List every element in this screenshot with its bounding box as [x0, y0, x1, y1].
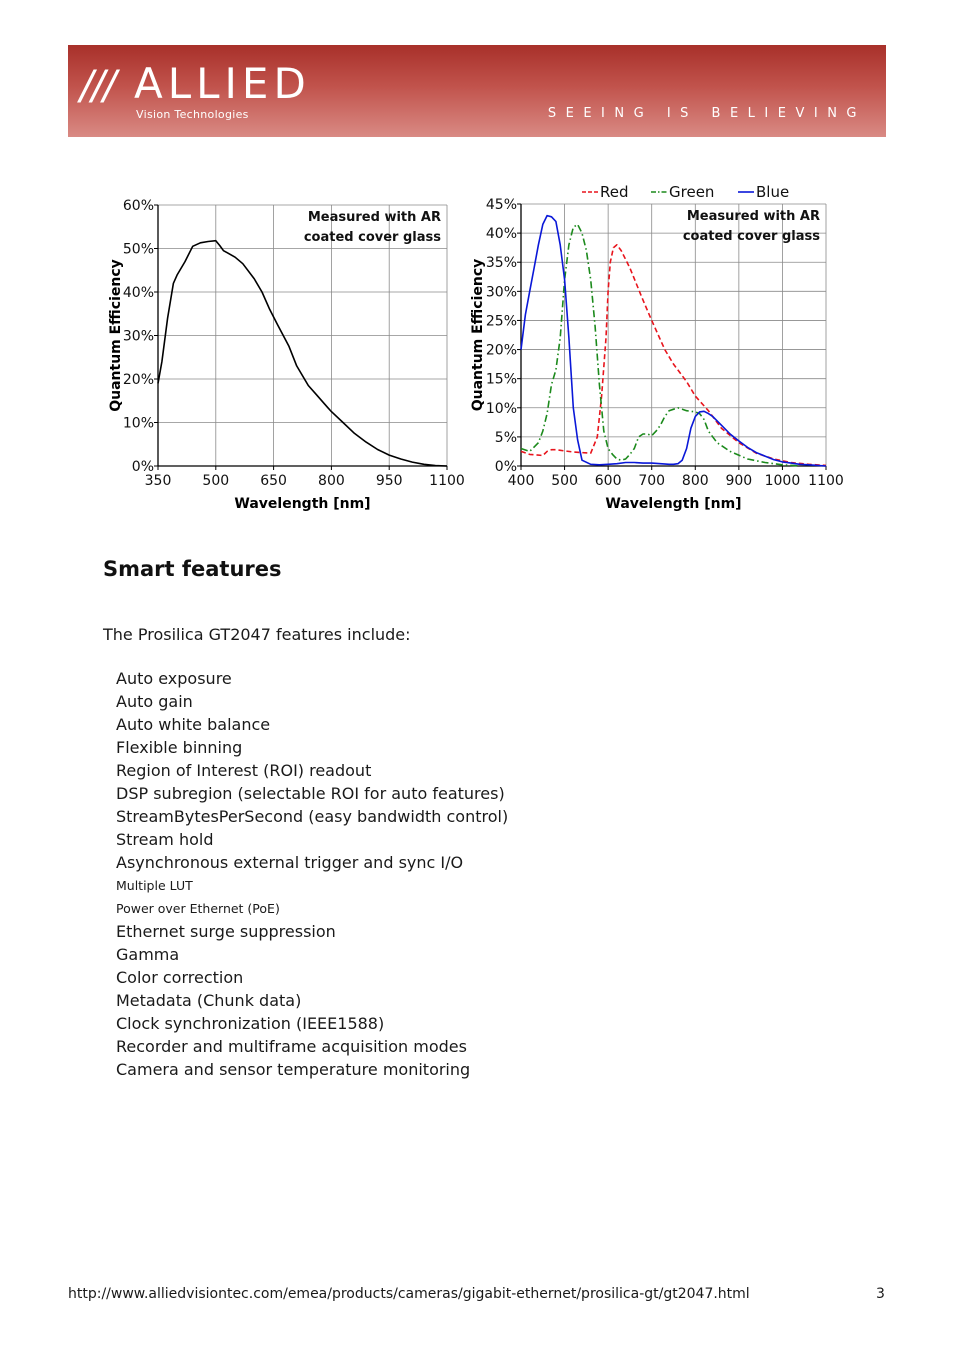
- chart-series: [521, 216, 826, 466]
- x-tick-label: 950: [375, 473, 403, 489]
- chart-y-axis-label: Quantum Efficiency: [108, 259, 124, 412]
- page-number: 3: [876, 1286, 885, 1302]
- chart-x-axis-label: Wavelength [nm]: [234, 496, 371, 512]
- x-tick-label: 700: [638, 473, 666, 489]
- feature-item: Flexible binning: [116, 738, 243, 757]
- y-tick-label: 45%: [485, 197, 517, 213]
- x-tick-label: 1100: [429, 473, 465, 489]
- legend-label-green: Green: [669, 183, 715, 201]
- y-tick-label: 10%: [122, 415, 154, 432]
- feature-list: [116, 667, 508, 1081]
- x-tick-label: 400: [507, 473, 535, 489]
- x-tick-label: 500: [202, 473, 230, 489]
- legend-label-red: Red: [600, 183, 629, 201]
- feature-item: Auto exposure: [116, 669, 232, 688]
- annotation-line: coated cover glass: [682, 229, 820, 244]
- chart-annotation: [304, 210, 441, 245]
- x-tick-label: 800: [681, 473, 709, 489]
- y-tick-label: 30%: [122, 328, 154, 345]
- feature-item: Asynchronous external trigger and sync I/O: [116, 853, 464, 872]
- quantum-efficiency-chart-mono: [100, 190, 470, 520]
- x-tick-label: 900: [725, 473, 753, 489]
- y-tick-label: 15%: [485, 371, 517, 388]
- annotation-line: coated cover glass: [303, 230, 441, 245]
- x-tick-label: 350: [144, 473, 172, 489]
- feature-item: Multiple LUT: [116, 878, 193, 893]
- y-tick-label: 25%: [485, 313, 517, 330]
- x-tick-label: 1000: [764, 473, 801, 489]
- logo-slashes: ///: [80, 63, 115, 109]
- quantum-efficiency-chart-color: [462, 180, 850, 520]
- y-tick-label: 0%: [131, 459, 154, 475]
- feature-item: Gamma: [116, 945, 180, 964]
- feature-item: Region of Interest (ROI) readout: [116, 761, 372, 780]
- feature-item: Power over Ethernet (PoE): [116, 901, 280, 916]
- logo-name: ALLIED: [134, 59, 311, 108]
- x-tick-label: 1100: [808, 473, 844, 489]
- intro-text: The Prosilica GT2047 features include:: [103, 625, 411, 644]
- y-tick-label: 30%: [485, 284, 517, 301]
- annotation-line: Measured with AR: [307, 210, 441, 225]
- series-line-qe: [158, 241, 447, 466]
- feature-item: Clock synchronization (IEEE1588): [116, 1014, 385, 1033]
- x-tick-label: 800: [318, 473, 345, 489]
- annotation-line: Measured with AR: [686, 209, 820, 224]
- y-tick-label: 20%: [485, 342, 517, 359]
- feature-item: Auto white balance: [116, 715, 271, 734]
- y-tick-label: 0%: [494, 459, 517, 475]
- footer-url[interactable]: http://www.alliedvisiontec.com/emea/products/cameras/gigabit-ethernet/prosilica-gt/gt2047.html: [68, 1286, 750, 1302]
- chart-annotation: [683, 209, 820, 244]
- feature-item: Camera and sensor temperature monitoring: [116, 1060, 471, 1079]
- feature-item: Recorder and multiframe acquisition modes: [116, 1037, 467, 1056]
- feature-item: Ethernet surge suppression: [116, 922, 336, 941]
- x-tick-label: 650: [260, 473, 287, 489]
- series-line-blue: [521, 216, 826, 466]
- x-tick-label: 500: [551, 473, 578, 489]
- feature-item: DSP subregion (selectable ROI for auto features): [116, 784, 505, 803]
- y-tick-label: 60%: [122, 198, 154, 214]
- tagline: SEEING IS BELIEVING: [547, 106, 866, 121]
- legend-label-blue: Blue: [756, 183, 790, 201]
- y-tick-label: 35%: [485, 255, 517, 272]
- y-tick-label: 40%: [485, 226, 517, 243]
- chart-legend: [582, 183, 789, 201]
- chart-x-axis-label: Wavelength [nm]: [605, 496, 742, 512]
- y-tick-label: 5%: [494, 429, 517, 446]
- feature-item: Stream hold: [116, 830, 214, 849]
- y-tick-label: 20%: [122, 372, 154, 388]
- logo-subtitle: Vision Technologies: [136, 108, 249, 121]
- series-line-red: [521, 245, 826, 466]
- header-banner: [68, 45, 886, 137]
- feature-item: Color correction: [116, 968, 244, 987]
- feature-item: Auto gain: [116, 692, 193, 711]
- y-tick-label: 40%: [122, 285, 154, 301]
- y-tick-label: 50%: [122, 241, 154, 258]
- chart-series: [158, 241, 447, 466]
- chart-y-axis-label: Quantum Efficiency: [470, 258, 486, 412]
- y-tick-label: 10%: [485, 400, 517, 417]
- feature-item: Metadata (Chunk data): [116, 991, 302, 1010]
- section-title: Smart features: [103, 557, 282, 581]
- feature-item: StreamBytesPerSecond (easy bandwidth control): [116, 807, 509, 826]
- x-tick-label: 600: [594, 473, 622, 489]
